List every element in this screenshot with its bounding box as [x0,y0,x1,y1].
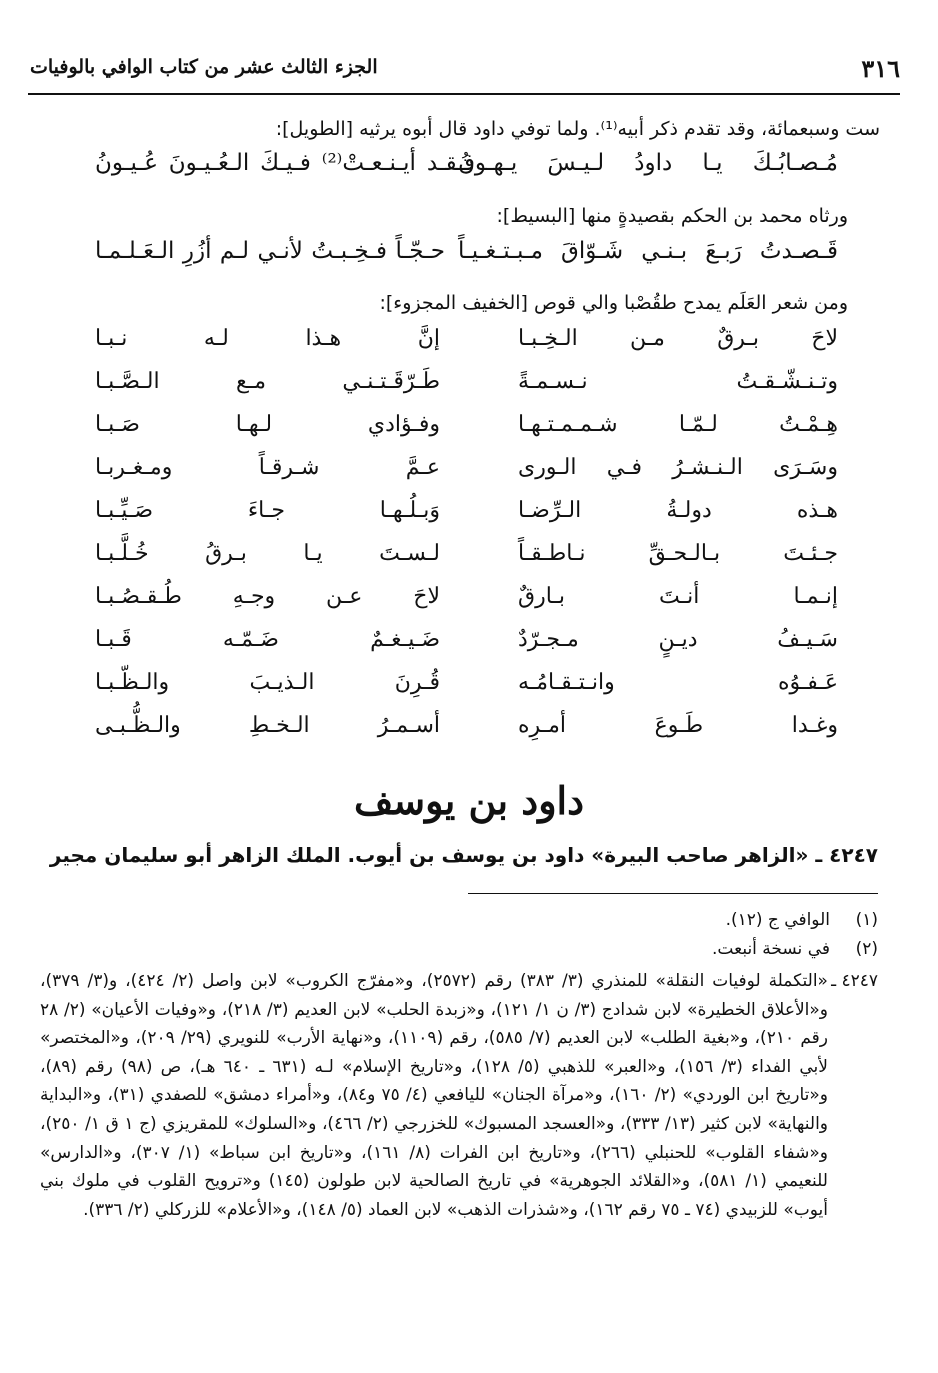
verse-first-hemistich: جـئـتَ بـالـحـقِّ نـاطـقـاً [518,541,838,566]
verse-first-hemistich: هـذه دولـةُ الـرِّضـا [518,498,838,523]
verse-second-hemistich: حـجّـاً فـخِـبـتُ لأنـي لـم أزُرِ الـعَـلـمـا [95,238,445,264]
footnote-text: في نسخة أنبعت. [712,939,830,959]
running-title: الجزء الثالث عشر من كتاب الوافي بالوفيات [30,56,378,78]
verse-line [95,238,838,278]
verse-first-hemistich: هِـمْـتُ لـمّـا شـمـمـتـهـا [518,412,838,437]
verse-second-hemistich: عـمَّ شـرقـاً ومـغـربـا [95,455,440,480]
biography-heading: ٤٢٤٧ ـ «الزاهر صاحب البيرة» داود بن يوسف بن أيوب. الملك الزاهر أبو سليمان مجير [49,843,878,867]
verse-line [95,498,838,538]
verse-first-hemistich: مُـصـابُـكَ يـا داودُ لـيـسَ يـهـونُ [458,150,838,176]
source-note [40,967,878,1224]
verse-first-hemistich: قَـصـدتُ رَبـعَ بـنـي شَـوّاقَ مـبـتـغـيـاً [458,238,838,264]
source-note-text: «التكملة لوفيات النقلة» للمنذري (٣/ ٣٨٣) رقم (٢٥٧٢)، و«مفرّج الكروب» لابن واصل (٢/ ٤٢٤)، و(٣/ ٣٧٩)، و«الأعلاق الخطيرة» لابن شدادج (٣/ ن ١/ ١٢١)، و«زبدة الحلب» لابن العديم (٣/ ٢١٨)، و«وفيات الأعيان» (٢/ ٢٨ رقم ٢١٠)، و«بغية الطلب» لابن العديم (٧/ ٥٨٥)، رقم (١١٠٩)، و«نهاية الأرب» للنويري (٢٩/ ٢٠٩)، و«المختصر» لأبي الفداء (٣/ ١٥٦)، و«العبر» للذهبي (٥/ ١٢٨)، و«تاريخ الإسلام» لـه (٦٣١ ـ ٦٤٠ هـ)، ص (٩٨) رقم (٨٩)، و«تاريخ ابن الوردي» (٢/ ١٦٠)، و«مرآة الجنان» لليافعي (٤/ ٧٥ و٨٤)، و«أمراء دمشق» للصفدي (٣١)، و«البداية والنهاية» لابن كثير (١٣/ ٣٣٣)، و«العسجد المسبوك» للخزرجي (٢/ ٤٦٦)، و«السلوك» للمقريزي (ج ١ ق ١/ ٢٥٠)، و«شفاء القلوب» للحنبلي (٢٦٦)، و«تاريخ ابن الفرات (٨/ ١٦١)، و«تاريخ ابن سباط» (١/ ٣٠٧)، و«الدارس» للنعيمي (١/ ٥٨١)، و«القلائد الجوهرية» في تاريخ الصالحية لابن طولون (١٤٥) و«ترويح القلوب في ملوك بني أيوب» للزبيدي (٧٤ ـ ٧٥ رقم ١٦٢)، و«شذرات الذهب» لابن العماد (٥/ ١٤٨)، و«الأعلام» للزركلي (٢/ ٣٣٦). [40,971,829,1220]
verse-second-hemistich: ضَـيـغـمٌ ضَـمّـه قَـبـا [95,627,440,652]
verse-second-hemistich: لاحَ عـن وجـهِ طُـقـصُـبـا [95,584,440,609]
prose-line: ست وسبعمائة، وقد تقدم ذكر أبيه⁽¹⁾. ولما توفي داود قال أبوه يرثيه [الطويل]: [275,118,880,140]
verse-line [95,670,838,710]
page-number: ٣١٦ [861,54,900,83]
verse-first-hemistich: لاحَ بـرقٌ مـن الـخِـبـا [518,326,838,351]
verse-second-hemistich: فـقـد أيـنـعـتْ⁽²⁾ فـيـكَ الـعُـيـونَ عُـيـونُ [95,150,476,176]
verse-first-hemistich: وغـدا طَـوعَ أمـرِه [518,713,838,738]
footnote-rule [468,893,878,894]
verse-second-hemistich: طَـرّقَـتـنـي مـع الـصَّـبـا [95,369,440,394]
verse-line [95,369,838,409]
verse-line [95,713,838,753]
verse-line [95,541,838,581]
verse-line [95,584,838,624]
verse-first-hemistich: عَـفـوُه وانـتـقـامُـه [518,670,838,695]
prose-line: ومن شعر العَلَم يمدح طقُصْبا والي قوص [الخفيف المجزوء]: [379,292,848,314]
verse-line [95,455,838,495]
verse-line [95,326,838,366]
footnote-number: (٢) [855,939,878,959]
verse-second-hemistich: وَبـلُـهـا جـاءَ صَـيِّـبـا [95,498,440,523]
page-header [30,52,900,88]
verse-second-hemistich: لـسـتَ يـا بـرقُ خُـلَّـبـا [95,541,440,566]
verse-line [95,627,838,667]
verse-first-hemistich: إنـمـا أنـتَ بـارقٌ [518,584,838,609]
verse-first-hemistich: سَـيـفُ ديـنٍ مـجـرّدٌ [518,627,838,652]
verse-second-hemistich: أسـمـرُ الـخـطِ والـظُّـبـى [95,713,440,738]
verse-first-hemistich: وتـنـشّـقـتُ نـسـمـةً [518,369,838,394]
verse-first-hemistich: وسَـرَى الـنـشـرُ فـي الـورى [518,455,838,480]
header-rule [28,93,900,95]
footnote-text: الوافي ج (١٢). [725,910,830,930]
verse-second-hemistich: إنَّ هـذا لـه نـبـا [95,326,440,351]
prose-line: ورثاه محمد بن الحكم بقصيدةٍ منها [البسيط]: [496,205,848,227]
verse-line [95,412,838,452]
verse-second-hemistich: قُـرِنَ الـذيـبَ والـظّـبـا [95,670,440,695]
verse-line [95,150,838,190]
verse-second-hemistich: وفـؤادي لـهـا صَـبـا [95,412,440,437]
biography-title: داود بن يوسف [353,778,585,823]
footnote-number: (١) [855,910,878,930]
source-note-number: ٤٢٤٧ ـ [831,971,878,991]
